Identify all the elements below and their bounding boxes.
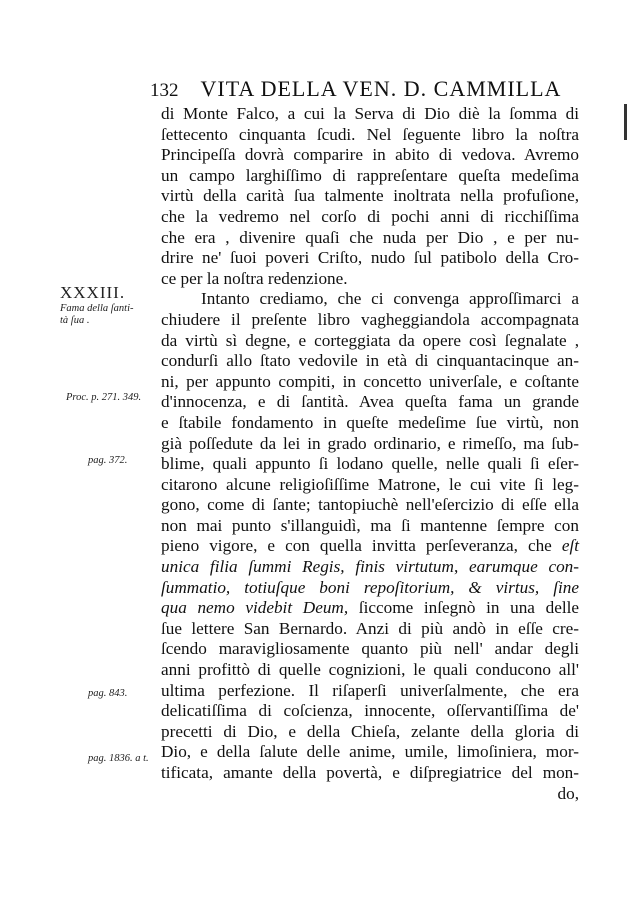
text-line: ſcendo maravigliosamente quanto più nell' andar degli [161, 639, 579, 659]
text-line: blime, quali appunto ſi lodano quelle, nelle quali ſi eſer- [161, 454, 579, 474]
text-line: un campo larghiſſimo di rappreſentare queſta medeſima [161, 165, 579, 185]
text-line: ni, per appunto compiti, in concetto univerſale, e coſtante [161, 371, 579, 391]
text-line: gono, come di ſante; tantopiuchè nell'eſercizio di eſſe ella [161, 495, 579, 515]
text-line-catchword: do, [557, 783, 579, 803]
body-text [161, 104, 579, 804]
text-line: precetti di Dio, e della Chieſa, zelante della gloria di [161, 721, 579, 741]
text-line: citarono alcune religioſiſſime Matrone, le cui vite ſi leg- [161, 474, 579, 494]
text-line: drire ne' ſuoi poveri Criſto, nudo ſul patibolo della Cro- [161, 248, 579, 268]
text-fragment: ſiccome inſegnò in una delle [358, 598, 580, 618]
text-line: di Monte Falco, a cui la Serva di Dio diè la ſomma di [161, 104, 579, 123]
text-line: che era , divenire quaſi che nuda per Dio , e per nu- [161, 227, 579, 247]
text-line-mixed: unica filia ſummi Regis, finis virtutum, earumque con- [161, 557, 580, 577]
section-heading-line-2: tà ſua . [60, 315, 90, 326]
page-edge-mark [624, 104, 627, 140]
latin-fragment: qua nemo videbit Deum, [161, 598, 349, 618]
text-line: che la vedremo nel corſo di pochi anni di ricchiſſima [161, 206, 579, 226]
text-line: tificata, amante della povertà, e diſpregiatrice del mon- [161, 763, 579, 782]
text-line-mixed [161, 578, 579, 599]
text-line: anni profittò di quelle cognizioni, le quali conducono all' [161, 660, 579, 680]
margin-ref-proc: Proc. p. 271. 349. [66, 392, 142, 403]
text-line: e ſtabile fondamento in queſte medeſime ſue virtù, non [161, 412, 579, 432]
text-line: ce per la noſtra redenzione. [161, 268, 348, 288]
page-number: 132 [150, 80, 179, 101]
text-line: ſue lettere San Bernardo. Anzi di più andò in eſſe cre- [161, 618, 579, 638]
text-line: Principeſſa dovrà comparire in abito di vedova. Avremo [161, 145, 579, 165]
text-line: già poſſedute da lei in grado ordinario, e rimeſſo, ma ſub- [161, 433, 579, 453]
latin-fragment: unica filia ſummi Regis, [161, 557, 345, 577]
text-line: chiudere il preſente libro vagheggiandola accompagnata [161, 309, 579, 329]
section-number: XXXIII. [60, 283, 126, 302]
paragraph-start-line: Intanto crediamo, che ci convenga approſſimarci a [201, 289, 579, 309]
section-heading-line-1: Fama della ſanti- [60, 303, 134, 314]
text-line: condurſi allo ſtato vedovile in età di cinquantacinque an- [161, 351, 579, 371]
running-title: VITA DELLA VEN. D. CAMMILLA [200, 76, 562, 101]
text-line: ultima perfezione. Il riſaperſi univerſalmente, che era [161, 680, 579, 700]
text-line: virtù della carità ſua talmente inoltrata nella profuſione, [161, 186, 579, 206]
text-line: d'innocenza, e di ſantità. Avea queſta fama un grande [161, 392, 579, 412]
latin-fragment: ſummatio, totiuſque boni repoſitorium, [161, 577, 455, 597]
page-header [150, 76, 590, 106]
margin-ref-1836: pag. 1836. a t. [88, 753, 149, 764]
latin-fragment: & virtus, [468, 577, 540, 597]
latin-fragment: ſine [553, 577, 580, 597]
text-line-mixed [161, 536, 579, 557]
text-line: ſettecento cinquanta ſcudi. Nel ſeguente libro la noſtra [161, 124, 579, 144]
latin-fragment: finis virtutum [355, 557, 454, 577]
section-heading-note [60, 303, 160, 327]
margin-ref-372: pag. 372. [88, 455, 128, 466]
text-line: da virtù sì degne, e corteggiata da opere così ſegnalate , [161, 330, 579, 350]
text-line: non mai punto s'illanguidì, ma ſi mantenne ſempre con [161, 515, 579, 535]
latin-fragment: eſt [561, 536, 580, 556]
text-line: Dio, e della ſalute delle anime, umile, limoſiniera, mor- [161, 742, 579, 762]
margin-ref-843: pag. 843. [88, 688, 128, 699]
text-line: delicatiſſima di coſcienza, innocente, oſſervantiſſima de' [161, 701, 579, 721]
text-line-mixed [161, 598, 579, 619]
text-fragment: pieno vigore, e con quella invitta perſeveranza, che [161, 536, 552, 556]
latin-fragment: earumque con- [468, 557, 580, 577]
